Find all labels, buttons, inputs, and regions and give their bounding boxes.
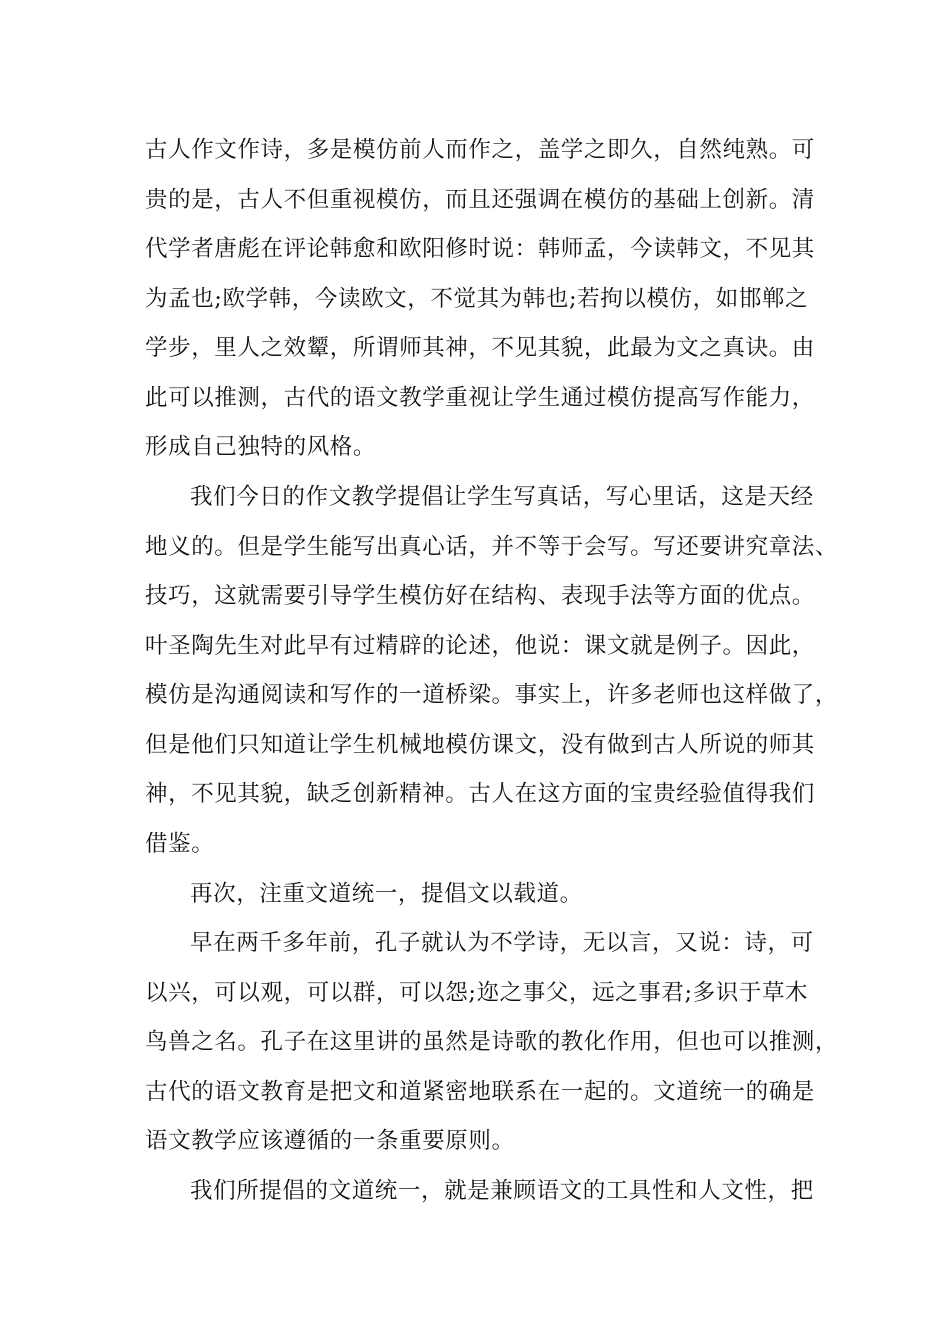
text-line: 为孟也;欧学韩，今读欧文，不觉其为韩也;若拘以模仿，如邯郸之 xyxy=(145,286,809,312)
text-line: 代学者唐彪在评论韩愈和欧阳修时说：韩师孟，今读韩文，不见其 xyxy=(145,236,815,262)
text-line: 以兴，可以观，可以群，可以怨;迩之事父，远之事君;多识于草木 xyxy=(145,980,809,1006)
text-line: 形成自己独特的风格。 xyxy=(145,434,377,460)
text-line: 语文教学应该遵循的一条重要原则。 xyxy=(145,1128,515,1154)
text-line: 叶圣陶先生对此早有过精辟的论述，他说：课文就是例子。因此， xyxy=(145,633,815,659)
text-line: 古人作文作诗，多是模仿前人而作之，盖学之即久，自然纯熟。可 xyxy=(145,137,815,163)
text-line: 鸟兽之名。孔子在这里讲的虽然是诗歌的教化作用，但也可以推测， xyxy=(145,1029,839,1055)
text-line: 模仿是沟通阅读和写作的一道桥梁。事实上，许多老师也这样做了， xyxy=(145,682,839,708)
paragraph-first-line: 早在两千多年前，孔子就认为不学诗，无以言，又说：诗，可 xyxy=(190,930,814,956)
text-line: 但是他们只知道让学生机械地模仿课文，没有做到古人所说的师其 xyxy=(145,732,815,758)
paragraph-first-line: 我们所提倡的文道统一，就是兼顾语文的工具性和人文性，把 xyxy=(190,1178,814,1204)
text-line: 此可以推测，古代的语文教学重视让学生通过模仿提高写作能力， xyxy=(145,385,815,411)
paragraph-first-line: 再次，注重文道统一，提倡文以载道。 xyxy=(190,881,583,907)
text-line: 技巧，这就需要引导学生模仿好在结构、表现手法等方面的优点。 xyxy=(145,583,815,609)
text-line: 学步，里人之效颦，所谓师其神，不见其貌，此最为文之真诀。由 xyxy=(145,335,815,361)
text-line: 地义的。但是学生能写出真心话，并不等于会写。写还要讲究章法、 xyxy=(145,534,839,560)
text-line: 神，不见其貌，缺乏创新精神。古人在这方面的宝贵经验值得我们 xyxy=(145,781,815,807)
text-line: 借鉴。 xyxy=(145,831,215,857)
text-line: 贵的是，古人不但重视模仿，而且还强调在模仿的基础上创新。清 xyxy=(145,187,815,213)
text-line: 古代的语文教育是把文和道紧密地联系在一起的。文道统一的确是 xyxy=(145,1079,815,1105)
paragraph-first-line: 我们今日的作文教学提倡让学生写真话，写心里话，这是天经 xyxy=(190,484,814,510)
